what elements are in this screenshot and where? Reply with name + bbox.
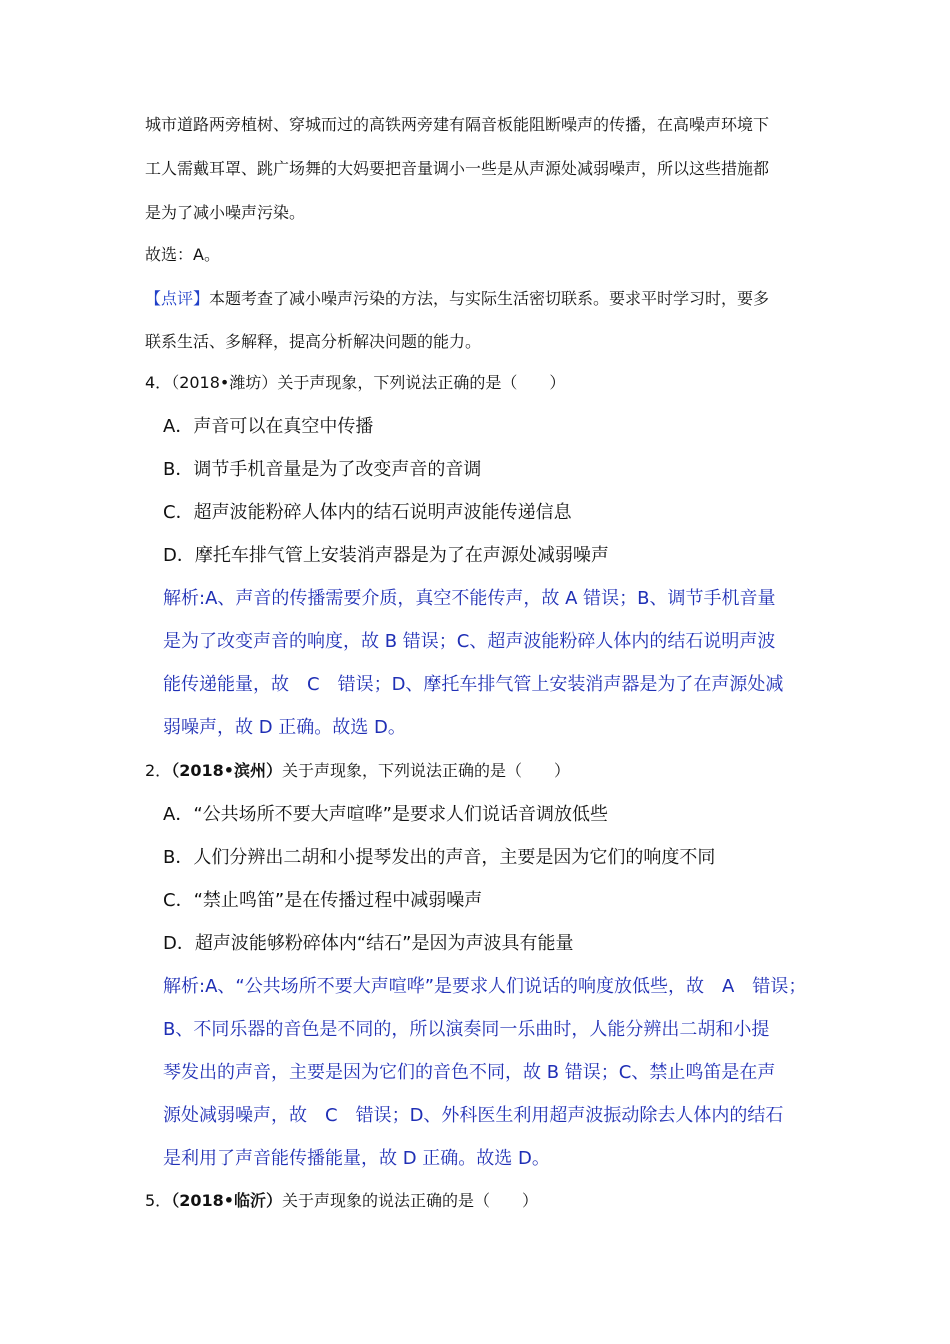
question-2-source: （2018•滨州）	[171, 761, 282, 780]
comment-line-1	[145, 286, 769, 309]
question-4-option-b: B．调节手机音量是为了改变声音的音调	[163, 459, 482, 480]
question-2-analysis-1: 解析:A、“公共场所不要大声喧哗”是要求人们说话的响度放低些，故 A 错误；	[163, 976, 807, 997]
question-2-option-b: B．人们分辨出二胡和小提琴发出的声音，主要是因为它们的响度不同	[163, 847, 716, 868]
intro-line-1: 城市道路两旁植树、穿城而过的高铁两旁建有隔音板能阻断噪声的传播，在高噪声环境下	[145, 115, 770, 134]
question-4-option-c: C．超声波能粉碎人体内的结石说明声波能传递信息	[163, 502, 572, 523]
comment-line-2: 联系生活、多解释，提高分析解决问题的能力。	[145, 332, 482, 351]
comment-text-1: 本题考查了减小噪声污染的方法，与实际生活密切联系。要求平时学习时，要多	[209, 289, 770, 308]
question-2-option-c: C．“禁止鸣笛”是在传播过程中减弱噪声	[163, 890, 483, 911]
question-4-number: 4．	[145, 373, 172, 392]
question-5-source: （2018•临沂）	[171, 1191, 282, 1210]
question-4-source: （2018•潍坊）	[171, 373, 278, 392]
question-2-analysis-3: 琴发出的声音，主要是因为它们的音色不同，故 B 错误；C、禁止鸣笛是在声	[163, 1062, 776, 1083]
question-5-text: 关于声现象的说法正确的是（ ）	[281, 1191, 538, 1210]
question-4-option-d: D．摩托车排气管上安装消声器是为了在声源处减弱噪声	[163, 545, 609, 566]
question-4-analysis-2: 是为了改变声音的响度，故 B 错误；C、超声波能粉碎人体内的结石说明声波	[163, 631, 776, 652]
answer-line: 故选：A。	[145, 245, 220, 264]
question-2-analysis-4: 源处减弱噪声，故 C 错误；D、外科医生利用超声波振动除去人体内的结石	[163, 1105, 784, 1126]
question-4-analysis-4: 弱噪声，故 D 正确。故选 D。	[163, 717, 406, 738]
question-4-analysis-1: 解析:A、声音的传播需要介质，真空不能传声，故 A 错误；B、调节手机音量	[163, 588, 776, 609]
question-2-option-d: D．超声波能够粉碎体内“结石”是因为声波具有能量	[163, 933, 574, 954]
question-2-stem	[145, 758, 570, 781]
comment-tag: 【点评】	[145, 289, 210, 308]
question-2-analysis-5: 是利用了声音能传播能量，故 D 正确。故选 D。	[163, 1148, 550, 1169]
question-5-number: 5．	[145, 1191, 172, 1210]
question-2-number: 2．	[145, 761, 172, 780]
question-2-option-a: A．“公共场所不要大声喧哗”是要求人们说话音调放低些	[163, 804, 608, 825]
question-4-analysis-3: 能传递能量，故 C 错误；D、摩托车排气管上安装消声器是为了在声源处减	[163, 674, 784, 695]
question-4-text: 关于声现象，下列说法正确的是（ ）	[277, 373, 566, 392]
question-4-option-a: A．声音可以在真空中传播	[163, 416, 374, 437]
question-5-stem	[145, 1188, 538, 1211]
intro-line-2: 工人需戴耳罩、跳广场舞的大妈要把音量调小一些是从声源处减弱噪声，所以这些措施都	[145, 159, 770, 178]
intro-line-3: 是为了减小噪声污染。	[145, 203, 306, 222]
question-2-text: 关于声现象，下列说法正确的是（ ）	[281, 761, 570, 780]
question-4-stem	[145, 370, 565, 393]
question-2-analysis-2: B、不同乐器的音色是不同的，所以演奏同一乐曲时，人能分辨出二胡和小提	[163, 1019, 770, 1040]
